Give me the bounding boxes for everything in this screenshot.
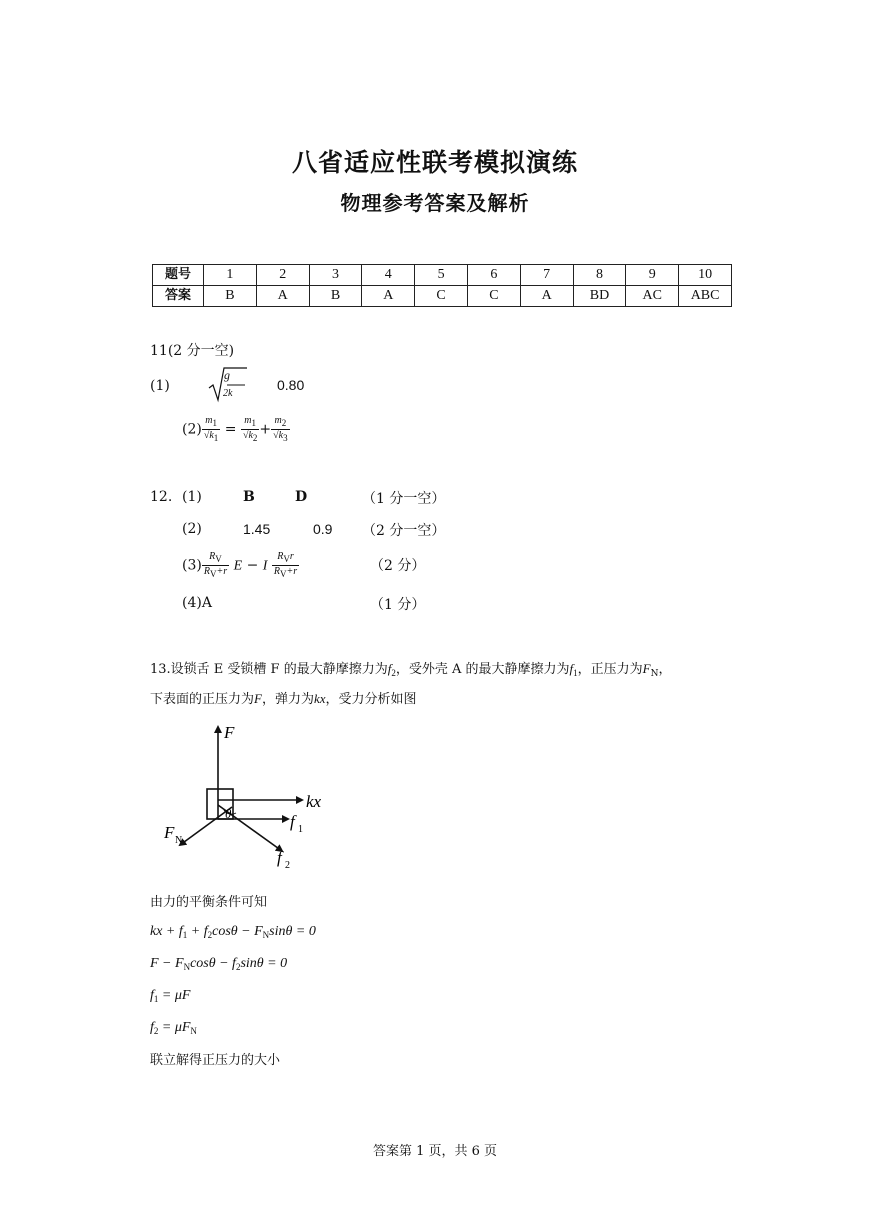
q12-r2-label: (2) <box>182 521 202 537</box>
q12-r3-note: （2 分） <box>370 558 426 574</box>
sub-2: 2 <box>252 432 258 443</box>
eq2-part-a: F − F <box>150 956 184 971</box>
var-r: r <box>293 565 298 577</box>
label-theta: θ <box>225 806 232 821</box>
q13-intro-line1 <box>150 658 671 679</box>
plus-sign: + <box>286 565 294 577</box>
sub-V: V <box>215 554 222 564</box>
sub-2: 2 <box>235 962 241 972</box>
table-cell-q1: 1 <box>204 265 257 286</box>
label-FN-sub: N <box>175 835 183 846</box>
label-f1: f <box>290 812 295 831</box>
table-cell-q3: 3 <box>309 265 362 286</box>
sub-1: 1 <box>213 432 219 443</box>
table-header-question: 题号 <box>153 265 204 286</box>
force-diagram <box>150 715 350 875</box>
var-k: k <box>278 429 284 441</box>
q12-r1-label: (1) <box>182 489 202 505</box>
sub-1: 1 <box>153 994 159 1004</box>
sub-N: N <box>190 1026 197 1036</box>
table-cell-q7: 7 <box>520 265 573 286</box>
var-m: m <box>205 415 213 426</box>
label-f1-sub: 1 <box>298 824 303 835</box>
fraction-rv-rv-plus-r <box>202 551 229 580</box>
table-cell-q4: 4 <box>362 265 415 286</box>
table-cell-a8: BD <box>573 286 626 307</box>
q13-equation-4 <box>150 1020 197 1036</box>
plus-sign: + <box>216 565 224 577</box>
q12-r2-note: （2 分一空） <box>362 523 446 539</box>
table-row-questions <box>153 265 732 286</box>
table-cell-a6: C <box>467 286 520 307</box>
sub-V: V <box>280 568 287 579</box>
label-F: F <box>224 723 235 742</box>
var-E: E <box>233 558 243 574</box>
page-footer: 答案第 1 页，共 6 页 <box>372 1144 498 1159</box>
eq2-part-b: cosθ − f <box>190 956 236 971</box>
var-m: m <box>274 415 282 426</box>
var-f2: f <box>387 661 392 676</box>
q12-r1-answer-a: B <box>243 489 255 505</box>
table-cell-q2: 2 <box>256 265 309 286</box>
answer-table <box>152 264 732 307</box>
q13-equation-3 <box>150 988 190 1004</box>
sub-1: 1 <box>182 930 188 940</box>
q13-equation-1 <box>150 924 316 940</box>
table-cell-a10: ABC <box>679 286 732 307</box>
var-R: R <box>209 551 216 562</box>
sub-2: 2 <box>391 668 396 678</box>
q11-part2-label: (2) <box>182 421 202 438</box>
sub-2: 2 <box>281 418 287 428</box>
q13-intro-text-a: 13.设锁舌 E 受锁槽 F 的最大静摩擦力为 <box>150 662 388 677</box>
fraction-m2-k3: $\frac{m2}{√k3}$ <box>273 415 288 443</box>
table-cell-q5: 5 <box>415 265 468 286</box>
table-header-answer: 答案 <box>153 286 204 307</box>
eq4-part-a: f <box>150 1020 154 1035</box>
minus-sign: − <box>246 557 259 574</box>
var-k: k <box>209 429 214 441</box>
table-cell-a2: A <box>256 286 309 307</box>
var-R: R <box>277 551 284 562</box>
q12-r4-label: (4)A <box>182 595 212 611</box>
eq1-part-b: + f <box>187 924 208 939</box>
sub-3: 3 <box>283 432 288 443</box>
q13-equation-2 <box>150 956 287 972</box>
eq1-part-d: sinθ = 0 <box>269 924 316 939</box>
q11-part1-value: 0.80 <box>277 377 305 393</box>
var-f1: f <box>569 661 574 676</box>
q12-r4-note: （1 分） <box>370 597 426 613</box>
q12-r1-note: （1 分一空） <box>362 491 446 507</box>
q12-r3-label: (3) <box>182 557 202 574</box>
q11-sqrt-denominator: 2k <box>223 388 233 399</box>
eq1-part-c: cosθ − F <box>212 924 263 939</box>
q12-r2-answer-b: 0.9 <box>313 521 333 537</box>
sub-N: N <box>650 669 659 679</box>
sub-V: V <box>209 568 217 579</box>
table-cell-q6: 6 <box>467 265 520 286</box>
fraction-m1-k1: $\frac{m1}{√k1}$ <box>203 415 219 443</box>
q13-intro-text-d: ， <box>658 662 672 677</box>
plus-sign: + <box>259 421 272 438</box>
q13-solve-text: 联立解得正压力的大小 <box>150 1053 281 1068</box>
q13-intro-text-c: ，正压力为 <box>577 662 643 677</box>
sub-N: N <box>183 962 191 972</box>
q11-part1-label: (1) <box>150 378 170 394</box>
eq2-part-c: sinθ = 0 <box>240 956 288 971</box>
q12-r3-formula <box>182 551 299 580</box>
fraction-m1-k2: $\frac{m1}{√k2}$ <box>242 415 258 443</box>
eq3-part-b: = μF <box>158 988 191 1003</box>
q13-line2-text-a: 下表面的正压力为 <box>150 692 255 707</box>
eq3-part-a: f <box>150 988 154 1003</box>
document-subtitle: 物理参考答案及解析 <box>340 191 530 215</box>
var-R: R <box>203 565 210 577</box>
sub-N: N <box>262 930 270 940</box>
sub-2: 2 <box>153 1026 159 1036</box>
var-k: k <box>248 429 253 441</box>
var-I: I <box>262 558 268 574</box>
q12-heading: 12. <box>150 489 173 505</box>
q13-balance-text: 由力的平衡条件可知 <box>150 895 268 910</box>
var-R: R <box>273 565 280 577</box>
table-cell-a4: A <box>362 286 415 307</box>
table-cell-a7: A <box>520 286 573 307</box>
var-FN: F <box>642 661 651 676</box>
q13-line2-text-b: ，弹力为 <box>261 692 314 707</box>
table-cell-q9: 9 <box>626 265 679 286</box>
label-kx: kx <box>306 792 322 811</box>
fraction-rvr-rv-plus-r <box>272 551 299 580</box>
q11-part2-formula <box>182 415 290 444</box>
eq4-part-b: = μF <box>158 1020 191 1035</box>
var-m: m <box>244 415 252 426</box>
label-f2-sub: 2 <box>285 860 290 871</box>
table-cell-a3: B <box>309 286 362 307</box>
table-cell-a9: AC <box>626 286 679 307</box>
sub-1: 1 <box>212 418 217 428</box>
var-kx: kx <box>313 691 326 706</box>
q12-r1-answer-b: D <box>295 489 308 505</box>
sub-2: 2 <box>207 930 213 940</box>
table-cell-a1: B <box>204 286 257 307</box>
eq1-part-a: kx + f <box>150 924 183 939</box>
var-r: r <box>223 565 228 577</box>
label-f2: f <box>277 848 282 867</box>
label-FN: F <box>164 823 175 842</box>
table-row-answers <box>153 286 732 307</box>
table-cell-q10: 10 <box>679 265 732 286</box>
table-cell-a5: C <box>415 286 468 307</box>
sub-1: 1 <box>251 418 257 428</box>
var-F: F <box>254 691 262 706</box>
q11-sqrt-numerator: g <box>224 368 230 382</box>
document-title: 八省适应性联考模拟演练 <box>291 148 578 177</box>
sub-V: V <box>283 554 290 564</box>
q11-heading: 11(2 分一空) <box>150 343 235 359</box>
var-r: r <box>289 551 294 562</box>
q12-r2-answer-a: 1.45 <box>243 521 271 537</box>
q13-intro-text-b: ，受外壳 A 的最大静摩擦力为 <box>395 662 570 677</box>
equals-sign: = <box>224 421 237 438</box>
q13-line2-text-c: ，受力分析如图 <box>325 692 417 707</box>
q13-intro-line2 <box>150 688 417 707</box>
sub-1: 1 <box>573 668 578 678</box>
table-cell-q8: 8 <box>573 265 626 286</box>
